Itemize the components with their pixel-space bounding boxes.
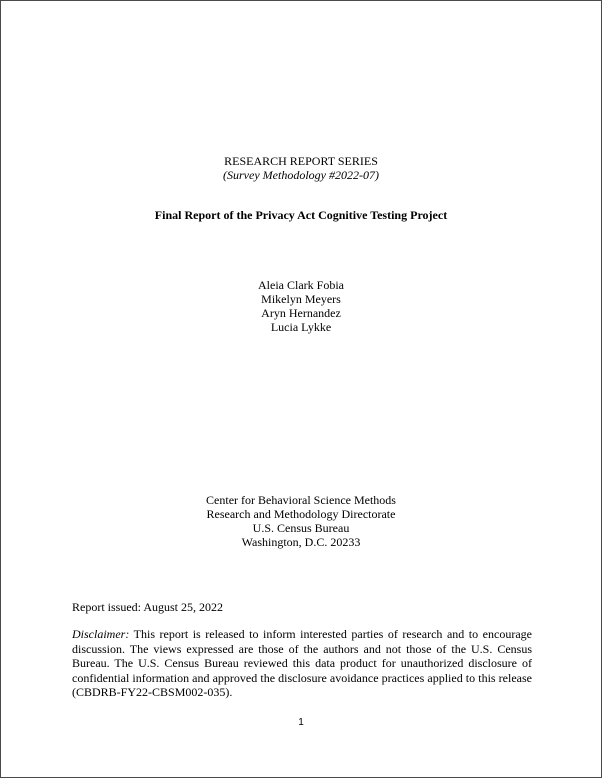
author-name: Mikelyn Meyers xyxy=(261,292,341,306)
author-name: Aleia Clark Fobia xyxy=(258,278,344,292)
page-number: 1 xyxy=(298,717,304,728)
affiliation-line: Research and Methodology Directorate xyxy=(206,507,396,521)
affiliation-line: Washington, D.C. 20233 xyxy=(241,535,361,549)
author-name: Aryn Hernandez xyxy=(261,306,341,320)
disclaimer-text: This report is released to inform interested parties of research and to encourage discussion. The views expressed are those of the authors and not those of the U.S. Census Bureau. The U.S. Census Bureau reviewed this data product for unauthorized disclosure of confidential information and approved the disclosure avoidance practices applied to this release (CBDRB-FY22-CBSM002-035). xyxy=(72,627,532,700)
disclaimer-paragraph xyxy=(72,627,532,700)
affiliation-line: Center for Behavioral Science Methods xyxy=(206,493,396,507)
author-name: Lucia Lykke xyxy=(270,320,332,334)
report-issued-date: Report issued: August 25, 2022 xyxy=(72,600,224,614)
report-title: Final Report of the Privacy Act Cognitive Testing Project xyxy=(154,208,448,222)
report-series-number: (Survey Methodology #2022-07) xyxy=(223,168,379,182)
disclaimer-label: Disclaimer: xyxy=(72,627,130,641)
report-series-heading: RESEARCH REPORT SERIES xyxy=(224,154,378,168)
affiliation-line: U.S. Census Bureau xyxy=(252,521,350,535)
